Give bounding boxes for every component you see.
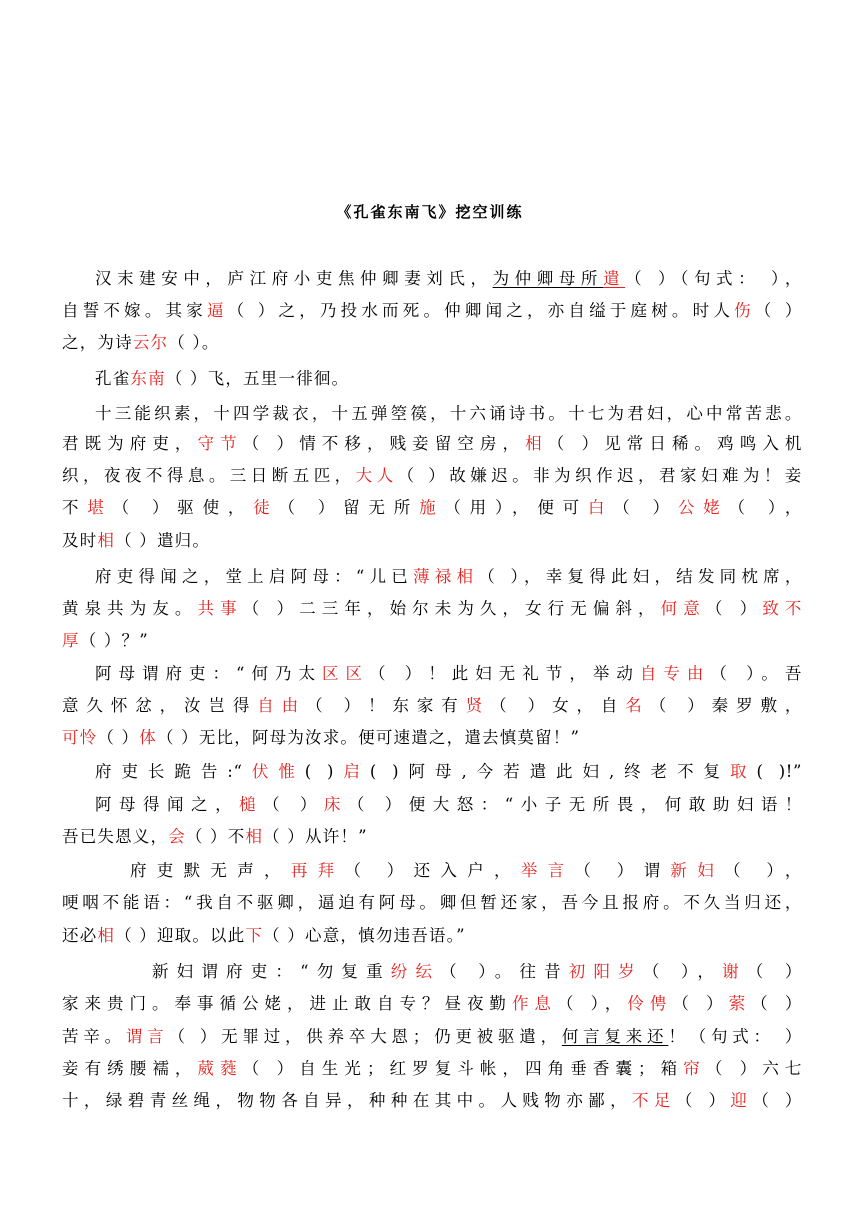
text-segment: （ ）， <box>724 861 803 880</box>
keyword: 公姥 <box>677 498 729 517</box>
text-segment: （ ）故嫌迟。非为织作迟，君家妇难为！妾 <box>397 466 802 485</box>
text-segment: 府吏得闻之，堂上启阿母：“儿已 <box>95 567 414 586</box>
text-line <box>95 788 802 822</box>
text-segment: 织，夜夜不得息。三日断五匹， <box>62 466 356 485</box>
text-line <box>62 326 302 360</box>
text-line <box>62 427 802 461</box>
keyword: 徒 <box>253 498 279 517</box>
text-segment: （ ）二三年，始尔未为久，女行无偏斜， <box>242 599 661 618</box>
keyword: 帘 <box>683 1059 706 1078</box>
text-line <box>62 1052 802 1086</box>
text-line <box>130 854 802 888</box>
text-segment: （ ）（句式： ）， <box>625 269 802 288</box>
keyword: 逼 <box>206 301 228 320</box>
text-line <box>62 919 642 953</box>
text-segment: （ ） <box>752 1091 803 1110</box>
text-segment: （ ）谓 <box>574 861 671 880</box>
keyword: 施 <box>419 498 445 517</box>
keyword: 贤 <box>465 696 491 715</box>
text-segment: （ ）情不移，贱妾留空房， <box>242 434 526 453</box>
keyword: 谢 <box>722 962 747 981</box>
text-segment: 还必 <box>62 926 98 945</box>
text-line <box>62 721 762 755</box>
text-segment: （ ）。吾 <box>710 664 802 683</box>
keyword: 相 <box>97 926 116 945</box>
text-segment: （ ） <box>263 795 324 814</box>
text-segment: ( )!” <box>756 762 802 781</box>
text-segment: 意久怀忿，汝岂得 <box>62 696 258 715</box>
keyword: 槌 <box>239 795 264 814</box>
text-segment: （ ），幸复得此妇，结发同枕席， <box>478 567 802 586</box>
text-segment: 孔雀 <box>95 369 131 388</box>
text-line <box>62 987 802 1021</box>
keyword: 萦 <box>728 994 752 1013</box>
text-segment: （ ）遣归。 <box>115 531 211 550</box>
keyword: 启 <box>334 762 370 781</box>
text-segment: 汉末建安中，庐江府小吏焦仲卿妻刘氏， <box>95 269 493 288</box>
text-segment: （ ） <box>746 962 802 981</box>
text-segment: （ ）六七 <box>705 1059 803 1078</box>
text-segment: 君既为府吏， <box>62 434 198 453</box>
keyword: 相 <box>245 827 264 846</box>
keyword: 葳蕤 <box>197 1059 243 1078</box>
text-segment: （ ）还入户， <box>344 861 521 880</box>
text-segment: （ ）驱使， <box>112 498 254 517</box>
text-segment: （ ）从许！” <box>263 827 368 846</box>
text-segment: （ ）？” <box>79 631 149 650</box>
text-segment: （ ）之，乃投水而死。仲卿闻之，亦自缢于庭树。时人 <box>227 301 735 320</box>
text-segment: （ ）飞，五里一徘徊。 <box>165 369 350 388</box>
text-segment: （ ） <box>675 1091 731 1110</box>
keyword: 名 <box>625 696 650 715</box>
text-line <box>95 397 802 431</box>
text-segment: （ ） <box>754 301 803 320</box>
keyword: 伏惟 <box>242 762 305 781</box>
text-line <box>62 294 802 328</box>
text-segment: 阿母谓府吏：“何乃太 <box>95 664 322 683</box>
text-segment: （ ）， <box>642 962 723 981</box>
keyword: 相 <box>97 531 116 550</box>
keyword: 伶俜 <box>627 994 673 1013</box>
text-segment: 妾有绣腰襦， <box>62 1059 198 1078</box>
text-line <box>62 592 802 626</box>
keyword: 下 <box>245 926 264 945</box>
text-line <box>62 624 242 658</box>
text-segment: （ ）秦罗敷， <box>649 696 803 715</box>
text-line <box>62 1084 802 1118</box>
keyword: 白 <box>587 498 614 517</box>
keyword: 举言 <box>520 861 575 880</box>
text-segment: （ ）心意，慎勿违吾语。” <box>263 926 466 945</box>
keyword: 自专由 <box>639 664 711 683</box>
text-segment: 及时 <box>62 531 98 550</box>
text-segment: 之，为诗 <box>62 333 133 352</box>
text-line <box>62 1020 802 1054</box>
text-line <box>95 657 802 691</box>
text-segment: （ ）。往昔 <box>440 962 569 981</box>
underlined-phrase: 为仲卿母所 <box>492 269 604 288</box>
text-line <box>95 362 425 396</box>
text-segment: （ ）自生光；红罗复斗帐，四角垂香囊；箱 <box>242 1059 684 1078</box>
keyword: 相 <box>525 434 548 453</box>
text-line <box>62 459 802 493</box>
keyword: 取 <box>729 762 757 781</box>
text-segment: ( )阿母,今若遣此妇,终老不复 <box>369 762 730 781</box>
keyword: 作息 <box>511 994 557 1013</box>
text-segment: （用），便可 <box>444 498 588 517</box>
keyword: 大人 <box>355 466 398 485</box>
text-segment: （ ）迎取。以此 <box>115 926 246 945</box>
text-segment: （ ）无罪过，供养卒大恩；仍更被驱遣， <box>168 1027 562 1046</box>
text-segment: （ ） <box>672 994 729 1013</box>
text-segment: 府吏默无声， <box>130 861 291 880</box>
text-segment: （ ）， <box>556 994 628 1013</box>
text-segment: （ ） <box>705 599 763 618</box>
keyword: 迎 <box>730 1091 753 1110</box>
text-line <box>95 560 802 594</box>
document-title: 《孔雀东南飞》挖空训练 <box>336 203 524 221</box>
text-segment: 新妇谓府吏：“勿复重 <box>152 962 391 981</box>
keyword: 纷纭 <box>390 962 441 981</box>
text-segment: 家来贵门。奉事循公姥，进止敢自专？昼夜勤 <box>62 994 512 1013</box>
text-line <box>62 524 342 558</box>
text-segment: 哽咽不能语：“我自不驱卿，逼迫有阿母。卿但暂还家，吾今且报府。不久当归还， <box>62 893 802 912</box>
text-segment: （ ）！此妇无礼节，举动 <box>369 664 640 683</box>
text-segment: （ ） <box>751 994 803 1013</box>
text-line <box>62 491 802 525</box>
text-line <box>62 820 562 854</box>
text-segment: 不 <box>62 498 88 517</box>
text-segment: （ ）！东家有 <box>306 696 466 715</box>
keyword: 再拜 <box>290 861 345 880</box>
keyword: 床 <box>323 795 348 814</box>
keyword: 体 <box>139 728 157 747</box>
keyword: 守节 <box>197 434 243 453</box>
keyword: 自由 <box>257 696 307 715</box>
text-segment: （ ）留无所 <box>278 498 420 517</box>
text-segment: ( ) <box>304 762 335 781</box>
text-segment: 自誓不嫁。其家 <box>62 301 207 320</box>
keyword: 可怜 <box>62 728 98 747</box>
text-line <box>95 755 802 789</box>
keyword: 初阳岁 <box>568 962 643 981</box>
text-segment: 十三能织素，十四学裁衣，十五弹箜篌，十六诵诗书。十七为君妇，心中常苦悲。 <box>95 404 802 423</box>
text-segment: 吾已失恩义， <box>62 827 169 846</box>
text-segment: 苦辛。 <box>62 1027 126 1046</box>
keyword: 共事 <box>197 599 243 618</box>
keyword: 致不 <box>762 599 803 618</box>
keyword: 遣 <box>603 269 626 288</box>
text-line <box>62 689 802 723</box>
text-segment: 十，绿碧青丝绳，物物各自异，种种在其中。人贱物亦鄙， <box>62 1091 632 1110</box>
text-line <box>62 886 802 920</box>
text-segment: （ ）便大怒：“小子无所畏，何敢助妇语！ <box>347 795 802 814</box>
text-segment: （ ）。 <box>168 333 220 352</box>
text-segment: （ ）不 <box>185 827 246 846</box>
text-line <box>95 262 802 296</box>
keyword: 东南 <box>130 369 166 388</box>
keyword: 伤 <box>734 301 755 320</box>
keyword: 何意 <box>660 599 706 618</box>
text-segment: （ ）见常日稀。鸡鸣入机 <box>547 434 803 453</box>
text-segment: 黄泉共为友。 <box>62 599 198 618</box>
keyword: 薄禄相 <box>413 567 479 586</box>
keyword: 云尔 <box>132 333 169 352</box>
keyword: 新妇 <box>670 861 724 880</box>
keyword: 堪 <box>87 498 113 517</box>
text-segment: ！（句式： ） <box>668 1027 802 1046</box>
text-segment: （ ）女，自 <box>490 696 626 715</box>
keyword: 谓言 <box>125 1027 169 1046</box>
text-segment: （ ）， <box>728 498 803 517</box>
underlined-phrase: 何言复来还 <box>561 1027 669 1046</box>
text-line <box>152 955 802 989</box>
text-segment: （ ） <box>613 498 678 517</box>
text-segment: 阿母得闻之， <box>95 795 240 814</box>
text-segment: （ ）无比，阿母为汝求。便可速遣之，遣去慎莫留！” <box>156 728 581 747</box>
text-segment: （ ） <box>97 728 140 747</box>
keyword: 不足 <box>632 1091 676 1110</box>
keyword: 会 <box>168 827 186 846</box>
keyword: 区区 <box>322 664 370 683</box>
text-segment: 府吏长跪告:“ <box>95 762 243 781</box>
keyword: 厚 <box>62 631 80 650</box>
